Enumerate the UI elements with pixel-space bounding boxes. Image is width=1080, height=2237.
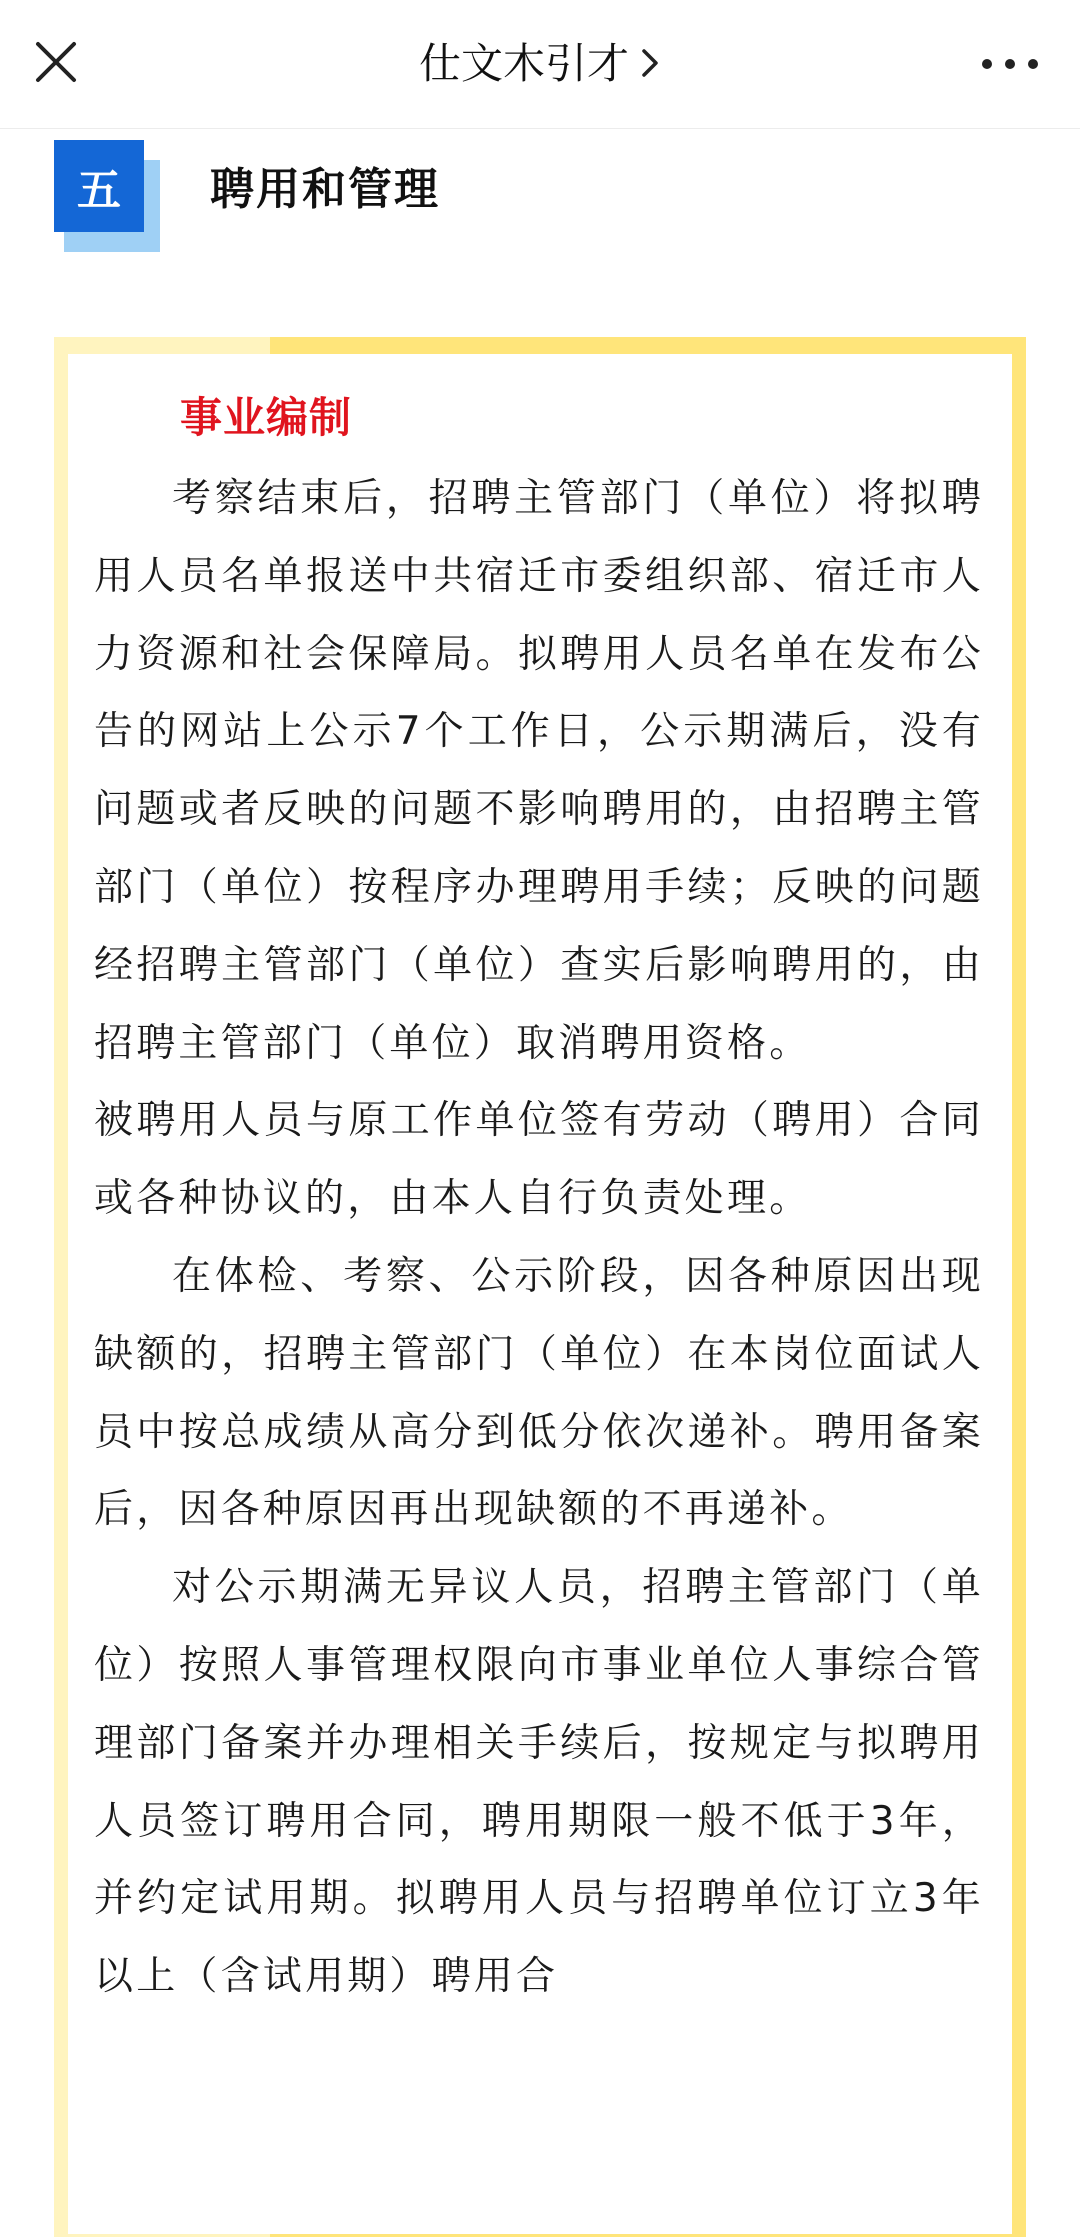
paragraph: 考察结束后，招聘主管部门（单位）将拟聘用人员名单报送中共宿迁市委组织部、宿迁市人力资源和社会保障局。拟聘用人员名单在发布公告的网站上公示7个工作日，公示期满后，没有问题或者反映的问题不影响聘用的，由招聘主管部门（单位）按程序办理聘用手续；反映的问题经招聘主管部门（单位）查实后影响聘用的，由招聘主管部门（单位）取消聘用资格。 [94,476,984,1066]
page-title: 仕文木引才 [418,39,629,88]
account-title-link[interactable] [0,30,1080,98]
paragraph: 被聘用人员与原工作单位签有劳动（聘用）合同或各种协议的，由本人自行负责处理。 [94,1098,984,1222]
section-title: 聘用和管理 [210,164,440,215]
paragraph: 对公示期满无异议人员，招聘主管部门（单位）按照人事管理权限向市事业单位人事综合管理部门备案并办理相关手续后，按规定与拟聘用人员签订聘用合同，聘用期限一般不低于3年，并约定试用期。拟聘用人员与招聘单位订立3年以上（含试用期）聘用合 [94,1565,984,2000]
paragraph: 在体检、考察、公示阶段，因各种原因出现缺额的，招聘主管部门（单位）在本岗位面试人员中按总成绩从高分到低分依次递补。聘用备案后，因各种原因再出现缺额的不再递补。 [94,1253,984,1533]
chevron-right-icon [639,33,661,101]
article-content [94,460,984,2016]
more-button[interactable] [980,46,1040,82]
section-number-badge: 五 [54,140,144,232]
card-subheading: 事业编制 [180,393,353,442]
top-nav-bar [0,0,1080,129]
